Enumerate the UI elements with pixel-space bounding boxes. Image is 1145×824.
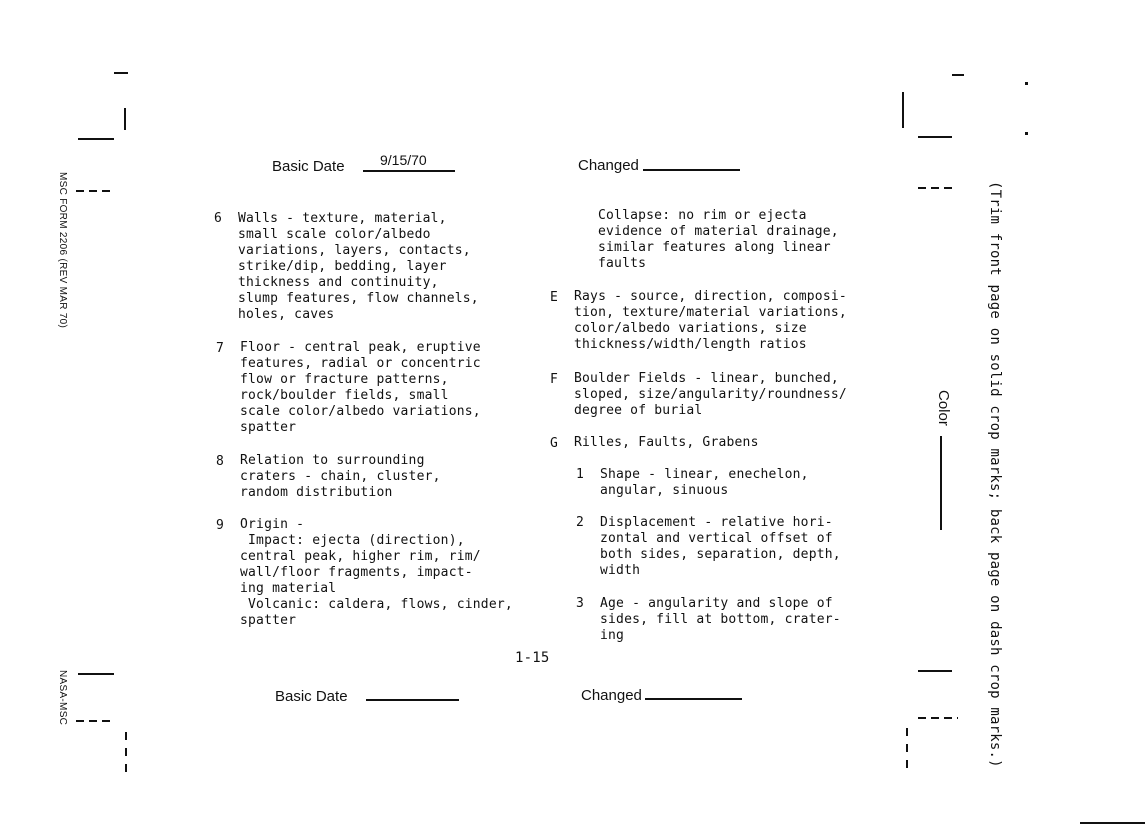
list-item: Relation to surrounding craters - chain, cluster, random distribution: [240, 453, 441, 500]
item-number: 9: [216, 518, 225, 533]
item-letter: G: [550, 436, 559, 451]
list-item: Rilles, Faults, Grabens: [574, 435, 759, 450]
list-item: Walls - texture, material, small scale color/albedo variations, layers, contacts, strike/dip, bedding, layer thickness and continuity, slump features, flow channels, holes, caves: [238, 211, 479, 322]
page-number: 1-15: [515, 650, 550, 666]
item-letter: E: [550, 290, 559, 305]
item-number: 8: [216, 454, 225, 469]
list-item: Origin - Impact: ejecta (direction), central peak, higher rim, rim/ wall/floor fragments, impact- ing material Volcanic: caldera, flows, cinder, spatter: [240, 517, 513, 628]
org-label: NASA-MSC: [57, 670, 68, 726]
basic-date-value: 9/15/70: [380, 152, 427, 168]
changed-label: Changed: [578, 157, 639, 174]
trim-note: (Trim front page on solid crop marks; back page on dash crop marks.): [987, 181, 1003, 768]
color-label: Color: [935, 390, 952, 426]
form-id: MSC FORM 2206 (REV MAR 70): [57, 172, 68, 329]
list-item: Age - angularity and slope of sides, fill at bottom, crater- ing: [600, 596, 841, 643]
sub-item-number: 3: [576, 596, 585, 611]
basic-date-label: Basic Date: [272, 158, 345, 175]
list-item: Shape - linear, enechelon, angular, sinuous: [600, 467, 809, 498]
list-item: Rays - source, direction, composi- tion, texture/material variations, color/albedo variations, size thickness/width/length ratios: [574, 289, 847, 352]
footer-changed-label: Changed: [581, 687, 642, 704]
sub-item-number: 2: [576, 515, 585, 530]
list-item: Floor - central peak, eruptive features, radial or concentric flow or fracture patterns, rock/boulder fields, small scale color/albedo variations, spatter: [240, 340, 481, 435]
item-number: 7: [216, 341, 225, 356]
item-number: 6: [214, 211, 223, 226]
list-item: Displacement - relative hori- zontal and vertical offset of both sides, separation, depth, width: [600, 515, 841, 578]
list-item: Boulder Fields - linear, bunched, sloped, size/angularity/roundness/ degree of burial: [574, 371, 847, 418]
item-letter: F: [550, 372, 559, 387]
collapse-text: Collapse: no rim or ejecta evidence of material drainage, similar features along linear faults: [598, 208, 839, 271]
sub-item-number: 1: [576, 467, 585, 482]
footer-basic-date-label: Basic Date: [275, 688, 348, 705]
